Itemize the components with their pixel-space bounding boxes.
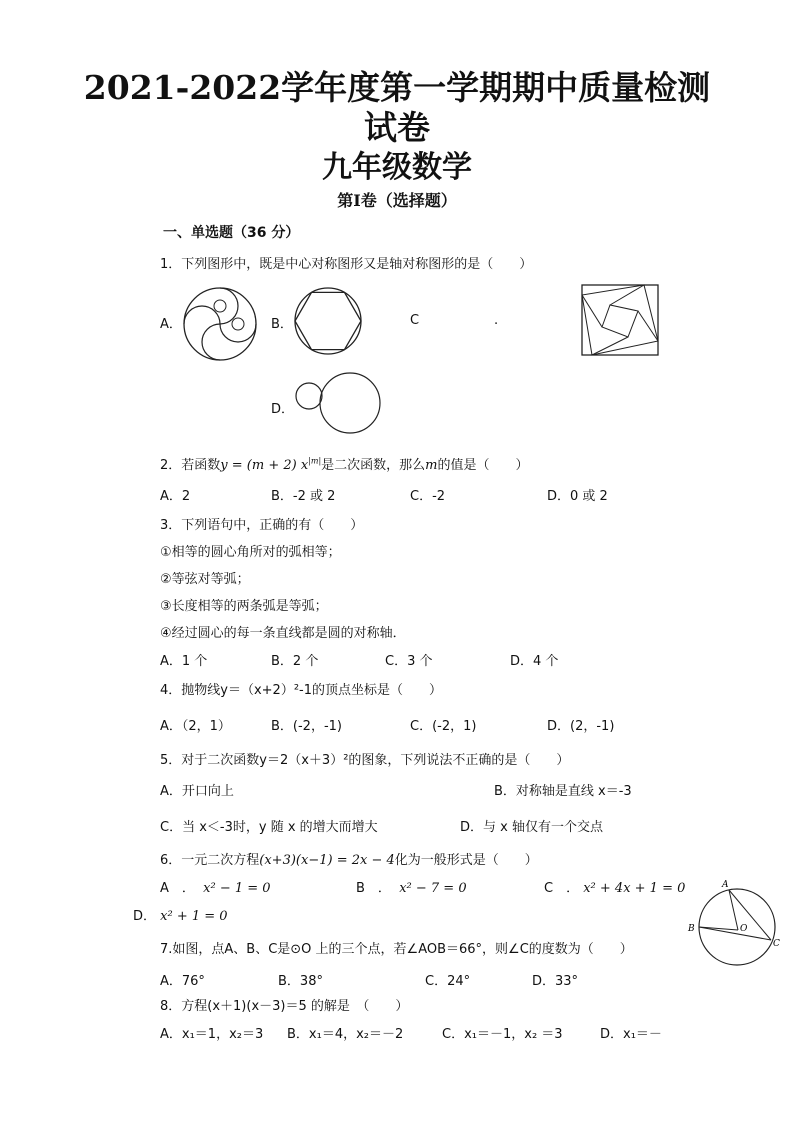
q5-option-c: C．当 x＜-3时，y 随 x 的增大而增大 — [160, 820, 378, 835]
q1-option-b-label: B． — [271, 317, 293, 332]
q2-formula: y = (m + 2) x — [220, 458, 309, 473]
q7-option-c: C．24° — [425, 974, 471, 989]
q1-figure-a — [180, 284, 260, 364]
q2-stem-mid: 是二次函数，那么 — [321, 458, 426, 473]
q3-option-b: B．2 个 — [271, 654, 319, 669]
q3-statement-2: ②等弦对等弧； — [160, 572, 250, 587]
q3-option-c: C．3 个 — [385, 654, 433, 669]
q3-option-d: D．4 个 — [510, 654, 559, 669]
q6-option-c-label: C ． — [544, 881, 580, 896]
q6-stem-pre: 6．一元二次方程 — [160, 853, 260, 868]
q8-option-d: D．x₁＝－ — [600, 1027, 662, 1042]
q1-option-c-label: C — [410, 313, 420, 328]
q4-stem: 4．抛物线y＝（x+2）²-1的顶点坐标是（ ） — [160, 683, 442, 698]
q8-option-b: B．x₁＝4，x₂＝－2 — [287, 1027, 404, 1042]
q4-option-c: C．(-2，1) — [410, 719, 477, 734]
q6-option-d-label: D． — [133, 909, 157, 924]
section-heading: 一、单选题（36 分） — [163, 225, 300, 241]
q7-option-a: A．76° — [160, 974, 205, 989]
q8-option-c: C．x₁＝－1，x₂ ＝3 — [442, 1027, 563, 1042]
q3-statement-1: ①相等的圆心角所对的弧相等； — [160, 545, 341, 560]
q6-option-a-eq: x² − 1 = 0 — [203, 881, 271, 896]
q1-option-c-dot: . — [494, 313, 499, 328]
q1-figure-c — [580, 283, 660, 363]
q2-stem — [160, 454, 529, 473]
q2-option-a: A．2 — [160, 489, 191, 504]
q7-fig-label-b: B — [688, 924, 695, 934]
q5-option-b: B．对称轴是直线 x＝-3 — [494, 784, 632, 799]
q1-stem: 1．下列图形中，既是中心对称图形又是轴对称图形的是（ ） — [160, 257, 533, 272]
q2-stem-pre: 2．若函数 — [160, 458, 221, 473]
q8-option-a: A．x₁＝1，x₂＝3 — [160, 1027, 264, 1042]
q2-stem-post: 的值是（ ） — [437, 458, 529, 473]
q7-fig-label-c: C — [773, 939, 780, 949]
q6-option-d-eq: x² + 1 = 0 — [160, 909, 228, 924]
q3-stem: 3．下列语句中，正确的有（ ） — [160, 518, 364, 533]
q6-option-c — [544, 877, 685, 896]
q4-option-b: B．(-2，-1) — [271, 719, 342, 734]
q6-formula: (x+3)(x−1) = 2x − 4 — [259, 853, 395, 868]
q4-option-d: D．(2，-1) — [547, 719, 615, 734]
q2-exponent: |m| — [308, 456, 322, 466]
q3-option-a: A．1 个 — [160, 654, 208, 669]
q5-stem: 5．对于二次函数y＝2（x＋3）²的图象，下列说法不正确的是（ ） — [160, 753, 570, 768]
exam-subject: 九年级数学 — [322, 150, 472, 185]
q7-stem: 7.如图，点A、B、C是⊙O 上的三个点，若∠AOB＝66°，则∠C的度数为（ ） — [160, 942, 633, 957]
q6-option-b — [356, 877, 467, 896]
q3-statement-3: ③长度相等的两条弧是等弧； — [160, 599, 328, 614]
q1-figure-b — [293, 286, 363, 356]
q6-option-d — [133, 905, 228, 924]
q6-option-a — [160, 877, 271, 896]
q2-option-d: D．0 或 2 — [547, 489, 608, 504]
q2-var-m: m — [425, 458, 438, 473]
q6-option-c-eq: x² + 4x + 1 = 0 — [583, 881, 686, 896]
q4-option-a: A．（2，1） — [160, 719, 231, 734]
exam-title-line2: 试卷 — [364, 108, 430, 147]
q6-stem-post: 化为一般形式是（ ） — [394, 853, 538, 868]
q6-option-a-label: A ． — [160, 881, 195, 896]
q7-option-b: B．38° — [278, 974, 323, 989]
q6-option-b-eq: x² − 7 = 0 — [399, 881, 467, 896]
q3-statement-4: ④经过圆心的每一条直线都是圆的对称轴． — [160, 626, 406, 641]
q7-figure — [680, 880, 790, 970]
q6-stem — [160, 849, 538, 868]
exam-title-line1: 2021-2022学年度第一学期期中质量检测 — [83, 68, 711, 107]
q5-option-d: D．与 x 轴仅有一个交点 — [460, 820, 603, 835]
q2-option-b: B．-2 或 2 — [271, 489, 336, 504]
q7-option-d: D．33° — [532, 974, 579, 989]
q1-option-a-label: A． — [160, 317, 182, 332]
q5-option-a: A．开口向上 — [160, 784, 234, 799]
q2-option-c: C．-2 — [410, 489, 446, 504]
q8-stem: 8．方程(x＋1)(x－3)＝5 的解是 （ ） — [160, 999, 409, 1014]
volume-heading: 第Ⅰ卷（选择题） — [337, 191, 457, 210]
q6-option-b-label: B ． — [356, 881, 391, 896]
q7-fig-label-o: O — [740, 924, 748, 934]
q1-option-d-label: D． — [271, 402, 295, 417]
q1-figure-d — [294, 372, 384, 436]
q7-fig-label-a: A — [722, 880, 729, 890]
